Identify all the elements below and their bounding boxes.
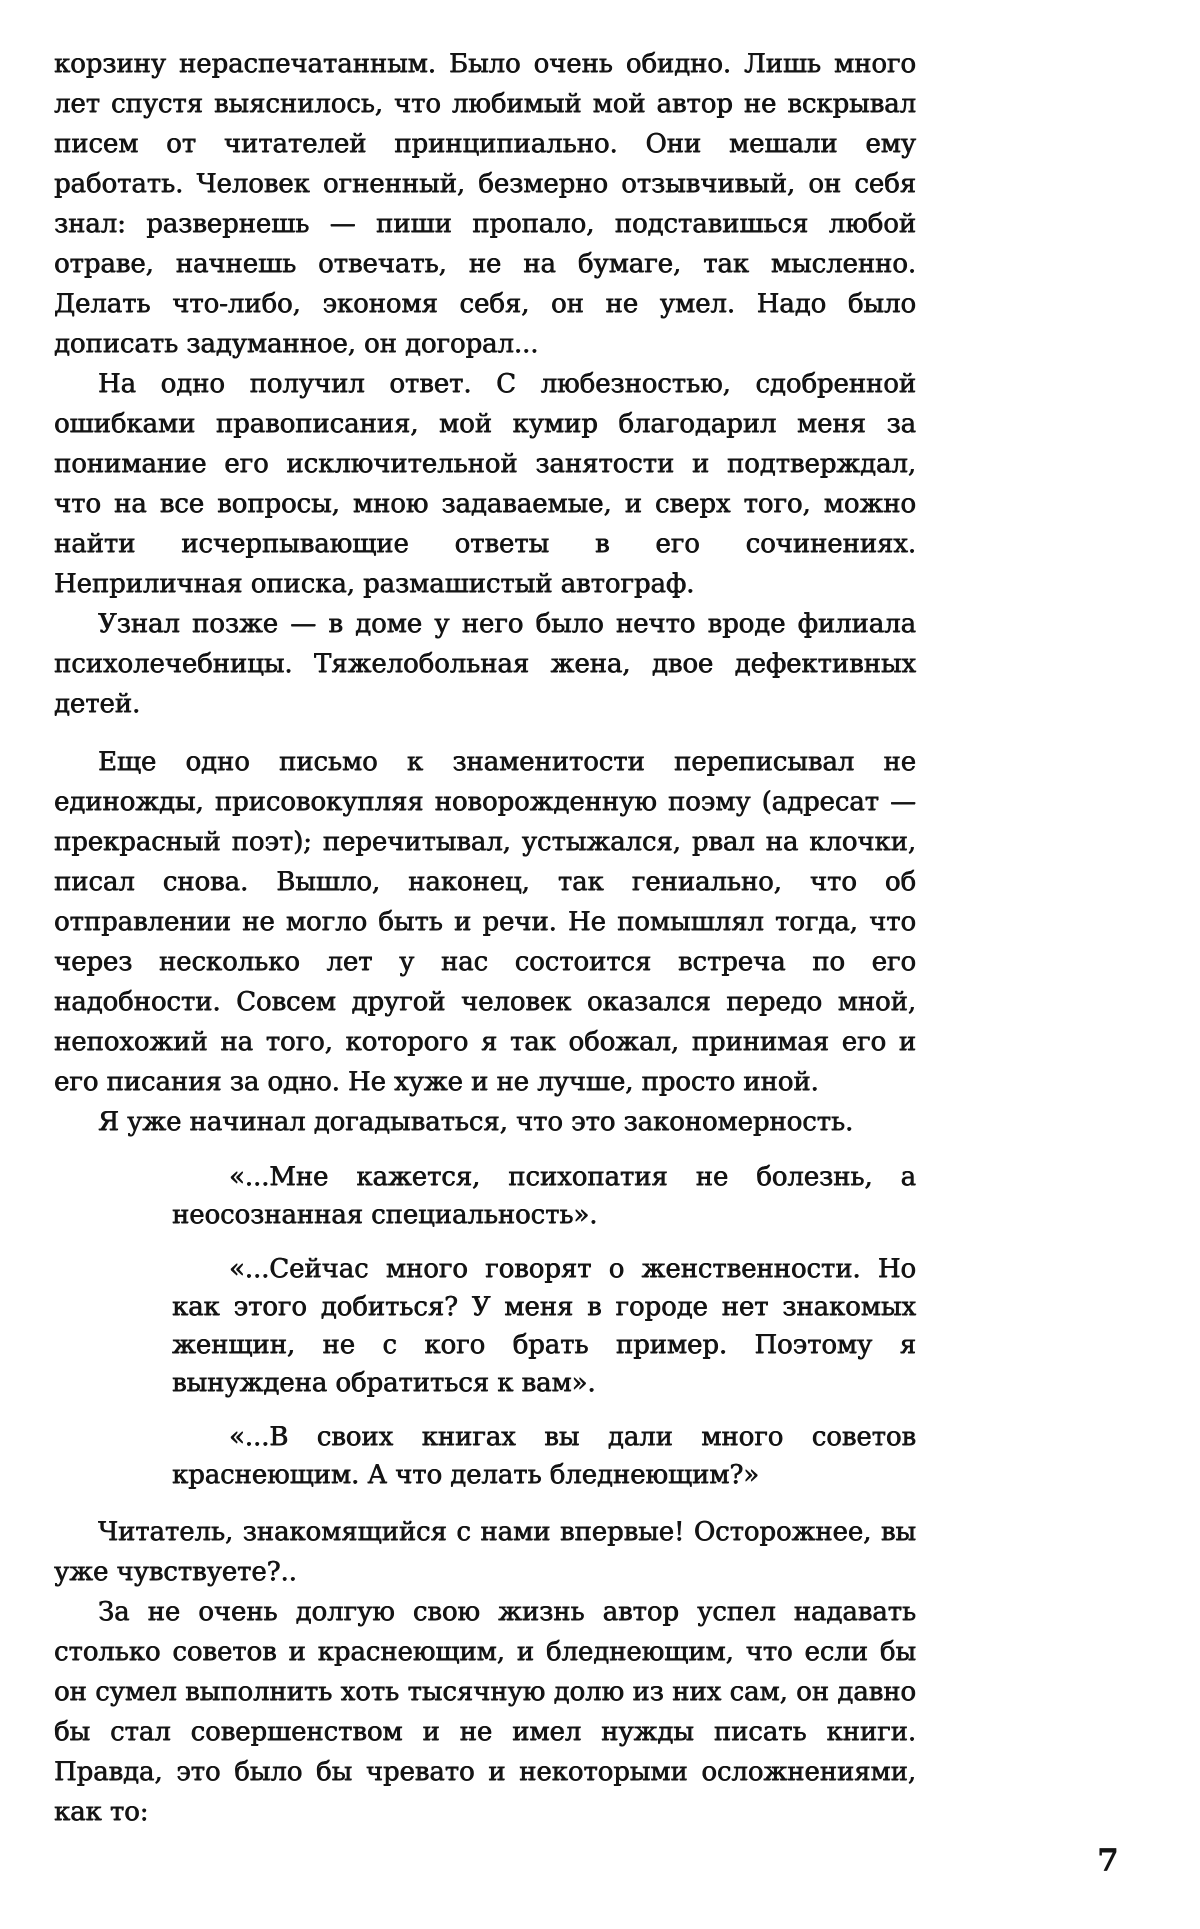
quote-paragraph: «...Мне кажется, психопатия не болезнь, а неосознанная специальность».: [172, 1162, 916, 1230]
body-paragraph: Я уже начинал догадываться, что это закономерность.: [98, 1107, 854, 1137]
body-paragraph: Еще одно письмо к знаменитости переписывал не единожды, присовокупляя новорожденную поэму (адресат — прекрасный поэт); перечитывал, устыжался, рвал на клочки, писал снова. Вышло, наконец, так гениально, что об отправлении не могло быть и речи. Не помышлял тогда, что через несколько лет у нас состоится встреча по его надобности. Совсем другой человек оказался передо мной, непохожий на того, которого я так обожал, принимая его и его писания за одно. Не хуже и не лучше, просто иной.: [54, 747, 916, 1097]
body-paragraph: Узнал позже — в доме у него было нечто вроде филиала психолечебницы. Тяжелобольная жена, двое дефективных детей.: [54, 609, 916, 719]
body-paragraph: Читатель, знакомящийся с нами впервые! Осторожнее, вы уже чувствуете?..: [54, 1517, 916, 1587]
body-paragraph: За не очень долгую свою жизнь автор успел надавать столько советов и краснеющим, и бледнеющим, что если бы он сумел выполнить хоть тысячную долю из них сам, он давно бы стал совершенством и не имел нужды писать книги. Правда, это было бы чревато и некоторыми осложнениями, как то:: [54, 1597, 916, 1827]
body-paragraph: На одно получил ответ. С любезностью, сдобренной ошибками правописания, мой кумир благодарил меня за понимание его исключительной занятости и подтверждал, что на все вопросы, мною задаваемые, и сверх того, можно найти исчерпывающие ответы в его сочинениях. Неприличная описка, размашистый автограф.: [54, 369, 916, 599]
page-number: 7: [1097, 1843, 1119, 1879]
quote-paragraph: «...В своих книгах вы дали много советов краснеющим. А что делать бледнеющим?»: [172, 1422, 916, 1490]
body-paragraph: корзину нераспечатанным. Было очень обидно. Лишь много лет спустя выяснилось, что любимый мой автор не вскрывал писем от читателей принципиально. Они мешали ему работать. Человек огненный, безмерно отзывчивый, он себя знал: развернешь — пиши пропало, подставишься любой отраве, начнешь отвечать, не на бумаге, так мысленно. Делать что-либо, экономя себя, он не умел. Надо было дописать задуманное, он догорал...: [54, 49, 916, 359]
quote-paragraph: «...Сейчас много говорят о женственности. Но как этого добиться? У меня в городе нет знакомых женщин, не с кого брать пример. Поэтому я вынуждена обратиться к вам».: [172, 1254, 916, 1398]
text-column: [54, 44, 916, 1832]
